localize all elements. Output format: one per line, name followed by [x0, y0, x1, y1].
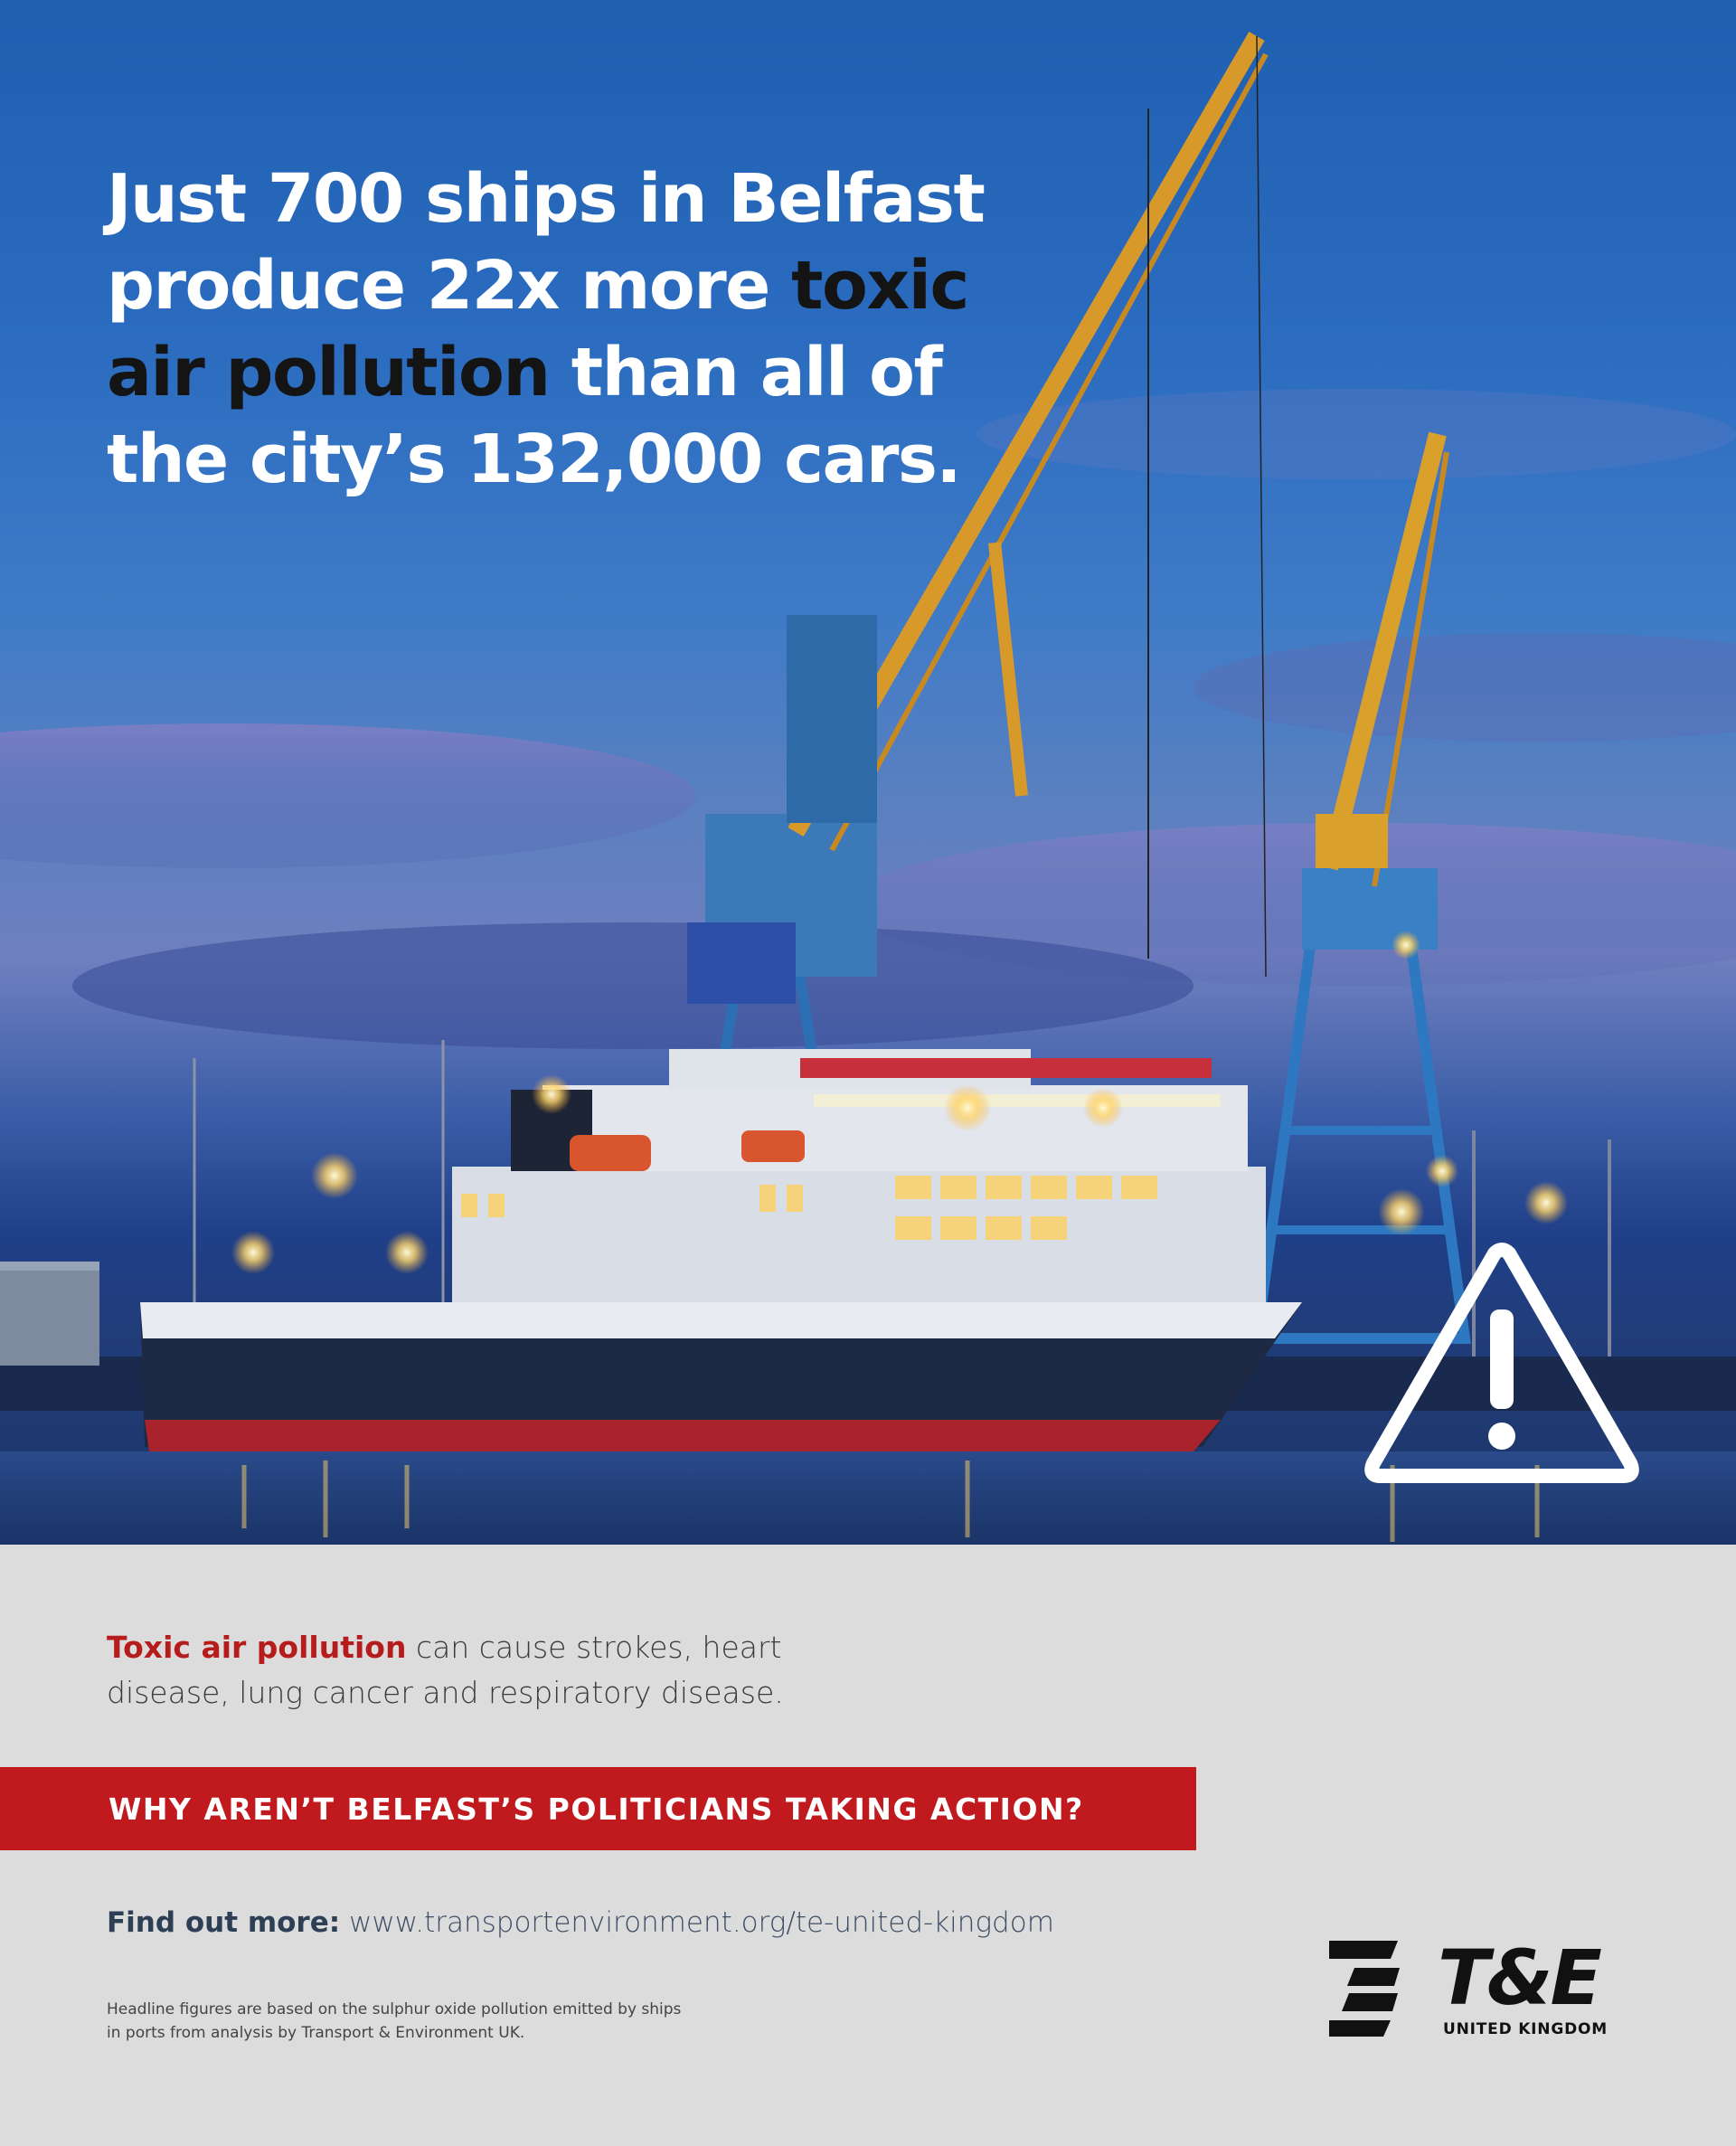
find-more-label: Find out more: — [107, 1906, 341, 1939]
headline-text-end: than all of the city’s 132,000 cars. — [107, 334, 961, 498]
cta-text: WHY AREN’T BELFAST’S POLITICIANS TAKING ACTION? — [108, 1791, 1084, 1827]
health-warning-text — [107, 1625, 830, 1716]
logo-name: T&E — [1438, 1933, 1599, 2022]
headline-text-start: Just 700 ships in Belfast produce 22x more — [107, 160, 985, 325]
health-warning-highlight: Toxic air pollution — [107, 1630, 407, 1665]
te-logo-mark-icon — [1327, 1935, 1400, 2037]
footnote: Headline figures are based on the sulphur oxide pollution emitted by ships in ports from analysis by Transport & Environment UK. — [107, 2000, 682, 2042]
te-logo — [1327, 1935, 1635, 2062]
info-panel — [0, 1545, 1736, 2146]
find-more-line — [107, 1906, 1054, 1939]
cta-banner — [0, 1767, 1196, 1850]
health-warning-rest: can cause strokes, heart disease, lung cancer and respiratory disease. — [107, 1630, 784, 1710]
ferry-ship — [140, 1049, 1302, 1451]
headline — [107, 156, 993, 503]
headline-highlight: toxic air pollution — [107, 247, 968, 411]
find-more-link[interactable]: www.transportenvironment.org/te-united-kingdom — [349, 1906, 1054, 1939]
logo-region: UNITED KINGDOM — [1443, 2020, 1608, 2038]
